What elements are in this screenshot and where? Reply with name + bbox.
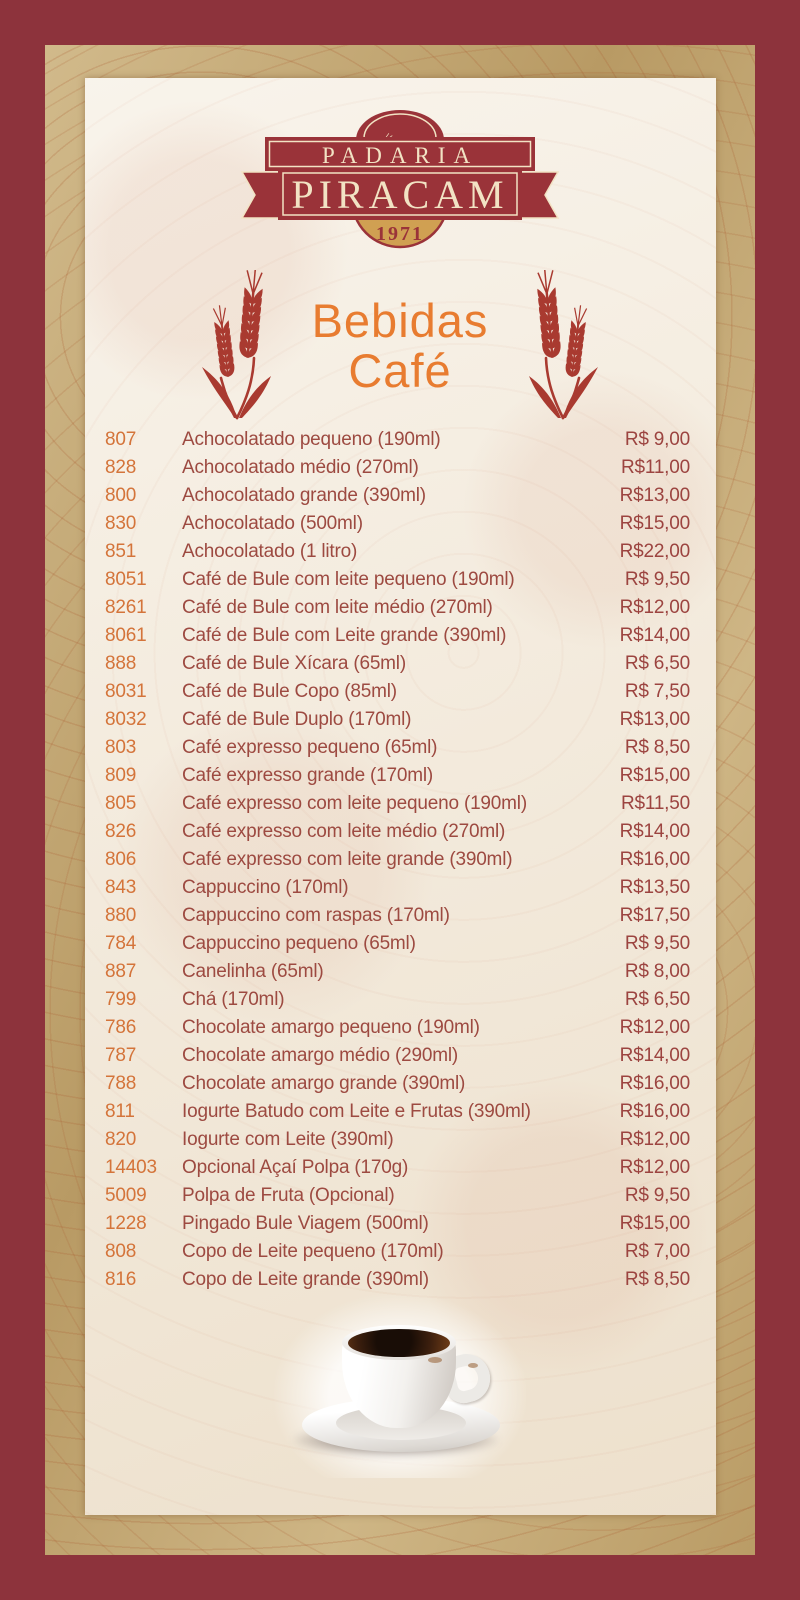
- menu-item-row: [105, 594, 690, 622]
- item-code: 786: [105, 1017, 137, 1038]
- item-name: Opcional Açaí Polpa (170g): [182, 1157, 409, 1178]
- logo-name-main: PIRACAM: [291, 172, 509, 217]
- page-title-line2: Café: [348, 344, 452, 397]
- menu-list: [105, 426, 690, 1294]
- menu-item-row: [105, 930, 690, 958]
- item-name: Achocolatado grande (390ml): [182, 485, 426, 506]
- item-code: 828: [105, 457, 137, 478]
- item-name: Achocolatado médio (270ml): [182, 457, 419, 478]
- item-code: 788: [105, 1073, 137, 1094]
- item-price: R$11,00: [620, 457, 690, 478]
- item-name: Café de Bule com leite pequeno (190ml): [182, 569, 515, 590]
- item-code: 887: [105, 961, 137, 982]
- section-title-block: [0, 296, 800, 396]
- item-price: R$16,00: [619, 849, 690, 870]
- menu-item-row: [105, 1098, 690, 1126]
- menu-item-row: [105, 1210, 690, 1238]
- item-name: Café expresso com leite médio (270ml): [182, 821, 506, 842]
- item-code: 843: [105, 877, 137, 898]
- item-price: R$12,00: [619, 1129, 690, 1150]
- item-code: 803: [105, 737, 137, 758]
- menu-item-row: [105, 426, 690, 454]
- item-code: 808: [105, 1241, 137, 1262]
- menu-item-row: [105, 1266, 690, 1294]
- item-name: Copo de Leite grande (390ml): [182, 1269, 429, 1290]
- item-price: R$12,00: [619, 597, 690, 618]
- menu-item-row: [105, 510, 690, 538]
- item-price: R$ 6,50: [624, 989, 690, 1010]
- item-code: 8061: [105, 625, 147, 646]
- item-code: 799: [105, 989, 137, 1010]
- menu-item-row: [105, 846, 690, 874]
- menu-item-row: [105, 874, 690, 902]
- coffee-liquid: [348, 1329, 450, 1357]
- item-price: R$ 8,50: [624, 737, 690, 758]
- menu-item-row: [105, 762, 690, 790]
- item-code: 5009: [105, 1185, 147, 1206]
- item-name: Café expresso grande (170ml): [182, 765, 434, 786]
- item-name: Café expresso com leite grande (390ml): [182, 849, 513, 870]
- item-name: Café de Bule Copo (85ml): [182, 681, 397, 702]
- item-code: 805: [105, 793, 137, 814]
- item-name: Cappuccino com raspas (170ml): [182, 905, 450, 926]
- item-code: 816: [105, 1269, 137, 1290]
- bakery-logo: [240, 100, 560, 250]
- item-code: 1228: [105, 1213, 147, 1234]
- item-name: Iogurte com Leite (390ml): [182, 1129, 394, 1150]
- logo-year: 1971: [376, 223, 424, 245]
- item-name: Polpa de Fruta (Opcional): [182, 1185, 395, 1206]
- item-name: Chocolate amargo médio (290ml): [182, 1045, 458, 1066]
- item-price: R$14,00: [619, 625, 690, 646]
- menu-item-row: [105, 650, 690, 678]
- item-price: R$15,00: [619, 513, 690, 534]
- item-price: R$16,00: [619, 1073, 690, 1094]
- item-price: R$12,00: [619, 1157, 690, 1178]
- item-code: 14403: [105, 1157, 157, 1178]
- item-code: 784: [105, 933, 137, 954]
- menu-item-row: [105, 1182, 690, 1210]
- menu-item-row: [105, 538, 690, 566]
- item-code: 806: [105, 849, 137, 870]
- item-code: 809: [105, 765, 137, 786]
- item-name: Iogurte Batudo com Leite e Frutas (390ml): [182, 1101, 531, 1122]
- item-price: R$ 7,00: [624, 1241, 690, 1262]
- item-name: Café de Bule com Leite grande (390ml): [182, 625, 507, 646]
- item-price: R$13,00: [619, 485, 690, 506]
- menu-item-row: [105, 622, 690, 650]
- item-price: R$ 7,50: [624, 681, 690, 702]
- item-name: Cappuccino (170ml): [182, 877, 349, 898]
- coffee-foam-fleck: [428, 1357, 442, 1363]
- menu-item-row: [105, 454, 690, 482]
- menu-item-row: [105, 482, 690, 510]
- coffee-cup-image: [288, 1308, 512, 1464]
- item-code: 800: [105, 485, 137, 506]
- item-name: Café expresso pequeno (65ml): [182, 737, 438, 758]
- menu-item-row: [105, 1126, 690, 1154]
- item-code: 851: [105, 541, 137, 562]
- item-code: 8031: [105, 681, 147, 702]
- menu-item-row: [105, 1014, 690, 1042]
- item-code: 811: [105, 1101, 135, 1122]
- menu-item-row: [105, 790, 690, 818]
- item-name: Café de Bule Xícara (65ml): [182, 653, 406, 674]
- item-price: R$ 8,00: [624, 961, 690, 982]
- menu-item-row: [105, 1154, 690, 1182]
- menu-item-row: [105, 986, 690, 1014]
- item-price: R$13,00: [619, 709, 690, 730]
- item-name: Chá (170ml): [182, 989, 285, 1010]
- item-name: Achocolatado (500ml): [182, 513, 363, 534]
- page-title-line1: Bebidas: [311, 294, 489, 347]
- logo-top-band: [265, 137, 535, 171]
- item-price: R$13,50: [619, 877, 690, 898]
- item-name: Achocolatado pequeno (190ml): [182, 429, 441, 450]
- item-name: Chocolate amargo pequeno (190ml): [182, 1017, 480, 1038]
- item-price: R$16,00: [619, 1101, 690, 1122]
- menu-item-row: [105, 678, 690, 706]
- wheat-stalks-icon: [196, 270, 291, 420]
- item-price: R$22,00: [619, 541, 690, 562]
- logo-name-top: PADARIA: [321, 143, 479, 168]
- logo-ribbon: [242, 168, 558, 220]
- item-code: 807: [105, 429, 137, 450]
- menu-item-row: [105, 566, 690, 594]
- item-price: R$11,50: [620, 793, 690, 814]
- item-code: 888: [105, 653, 137, 674]
- menu-item-row: [105, 818, 690, 846]
- item-code: 8051: [105, 569, 147, 590]
- item-code: 830: [105, 513, 137, 534]
- menu-item-row: [105, 1070, 690, 1098]
- item-code: 826: [105, 821, 137, 842]
- coffee-foam-fleck: [468, 1363, 478, 1368]
- item-code: 787: [105, 1045, 137, 1066]
- item-name: Chocolate amargo grande (390ml): [182, 1073, 466, 1094]
- item-price: R$14,00: [619, 1045, 690, 1066]
- item-name: Copo de Leite pequeno (170ml): [182, 1241, 444, 1262]
- item-price: R$ 9,00: [624, 429, 690, 450]
- item-name: Pingado Bule Viagem (500ml): [182, 1213, 429, 1234]
- item-price: R$15,00: [619, 765, 690, 786]
- item-code: 820: [105, 1129, 137, 1150]
- menu-item-row: [105, 1042, 690, 1070]
- wheat-stalks-icon: [509, 270, 604, 420]
- menu-item-row: [105, 706, 690, 734]
- item-name: Canelinha (65ml): [182, 961, 324, 982]
- item-name: Café expresso com leite pequeno (190ml): [182, 793, 527, 814]
- item-name: Cappuccino pequeno (65ml): [182, 933, 416, 954]
- item-price: R$12,00: [619, 1017, 690, 1038]
- menu-item-row: [105, 1238, 690, 1266]
- item-price: R$ 9,50: [624, 569, 690, 590]
- item-name: Café de Bule Duplo (170ml): [182, 709, 412, 730]
- item-code: 8261: [105, 597, 147, 618]
- item-price: R$17,50: [619, 905, 690, 926]
- item-name: Achocolatado (1 litro): [182, 541, 358, 562]
- item-price: R$ 6,50: [624, 653, 690, 674]
- item-code: 8032: [105, 709, 147, 730]
- item-code: 880: [105, 905, 137, 926]
- item-name: Café de Bule com leite médio (270ml): [182, 597, 493, 618]
- menu-item-row: [105, 902, 690, 930]
- item-price: R$15,00: [619, 1213, 690, 1234]
- item-price: R$14,00: [619, 821, 690, 842]
- item-price: R$ 8,50: [624, 1269, 690, 1290]
- menu-item-row: [105, 734, 690, 762]
- item-price: R$ 9,50: [624, 933, 690, 954]
- menu-item-row: [105, 958, 690, 986]
- item-price: R$ 9,50: [624, 1185, 690, 1206]
